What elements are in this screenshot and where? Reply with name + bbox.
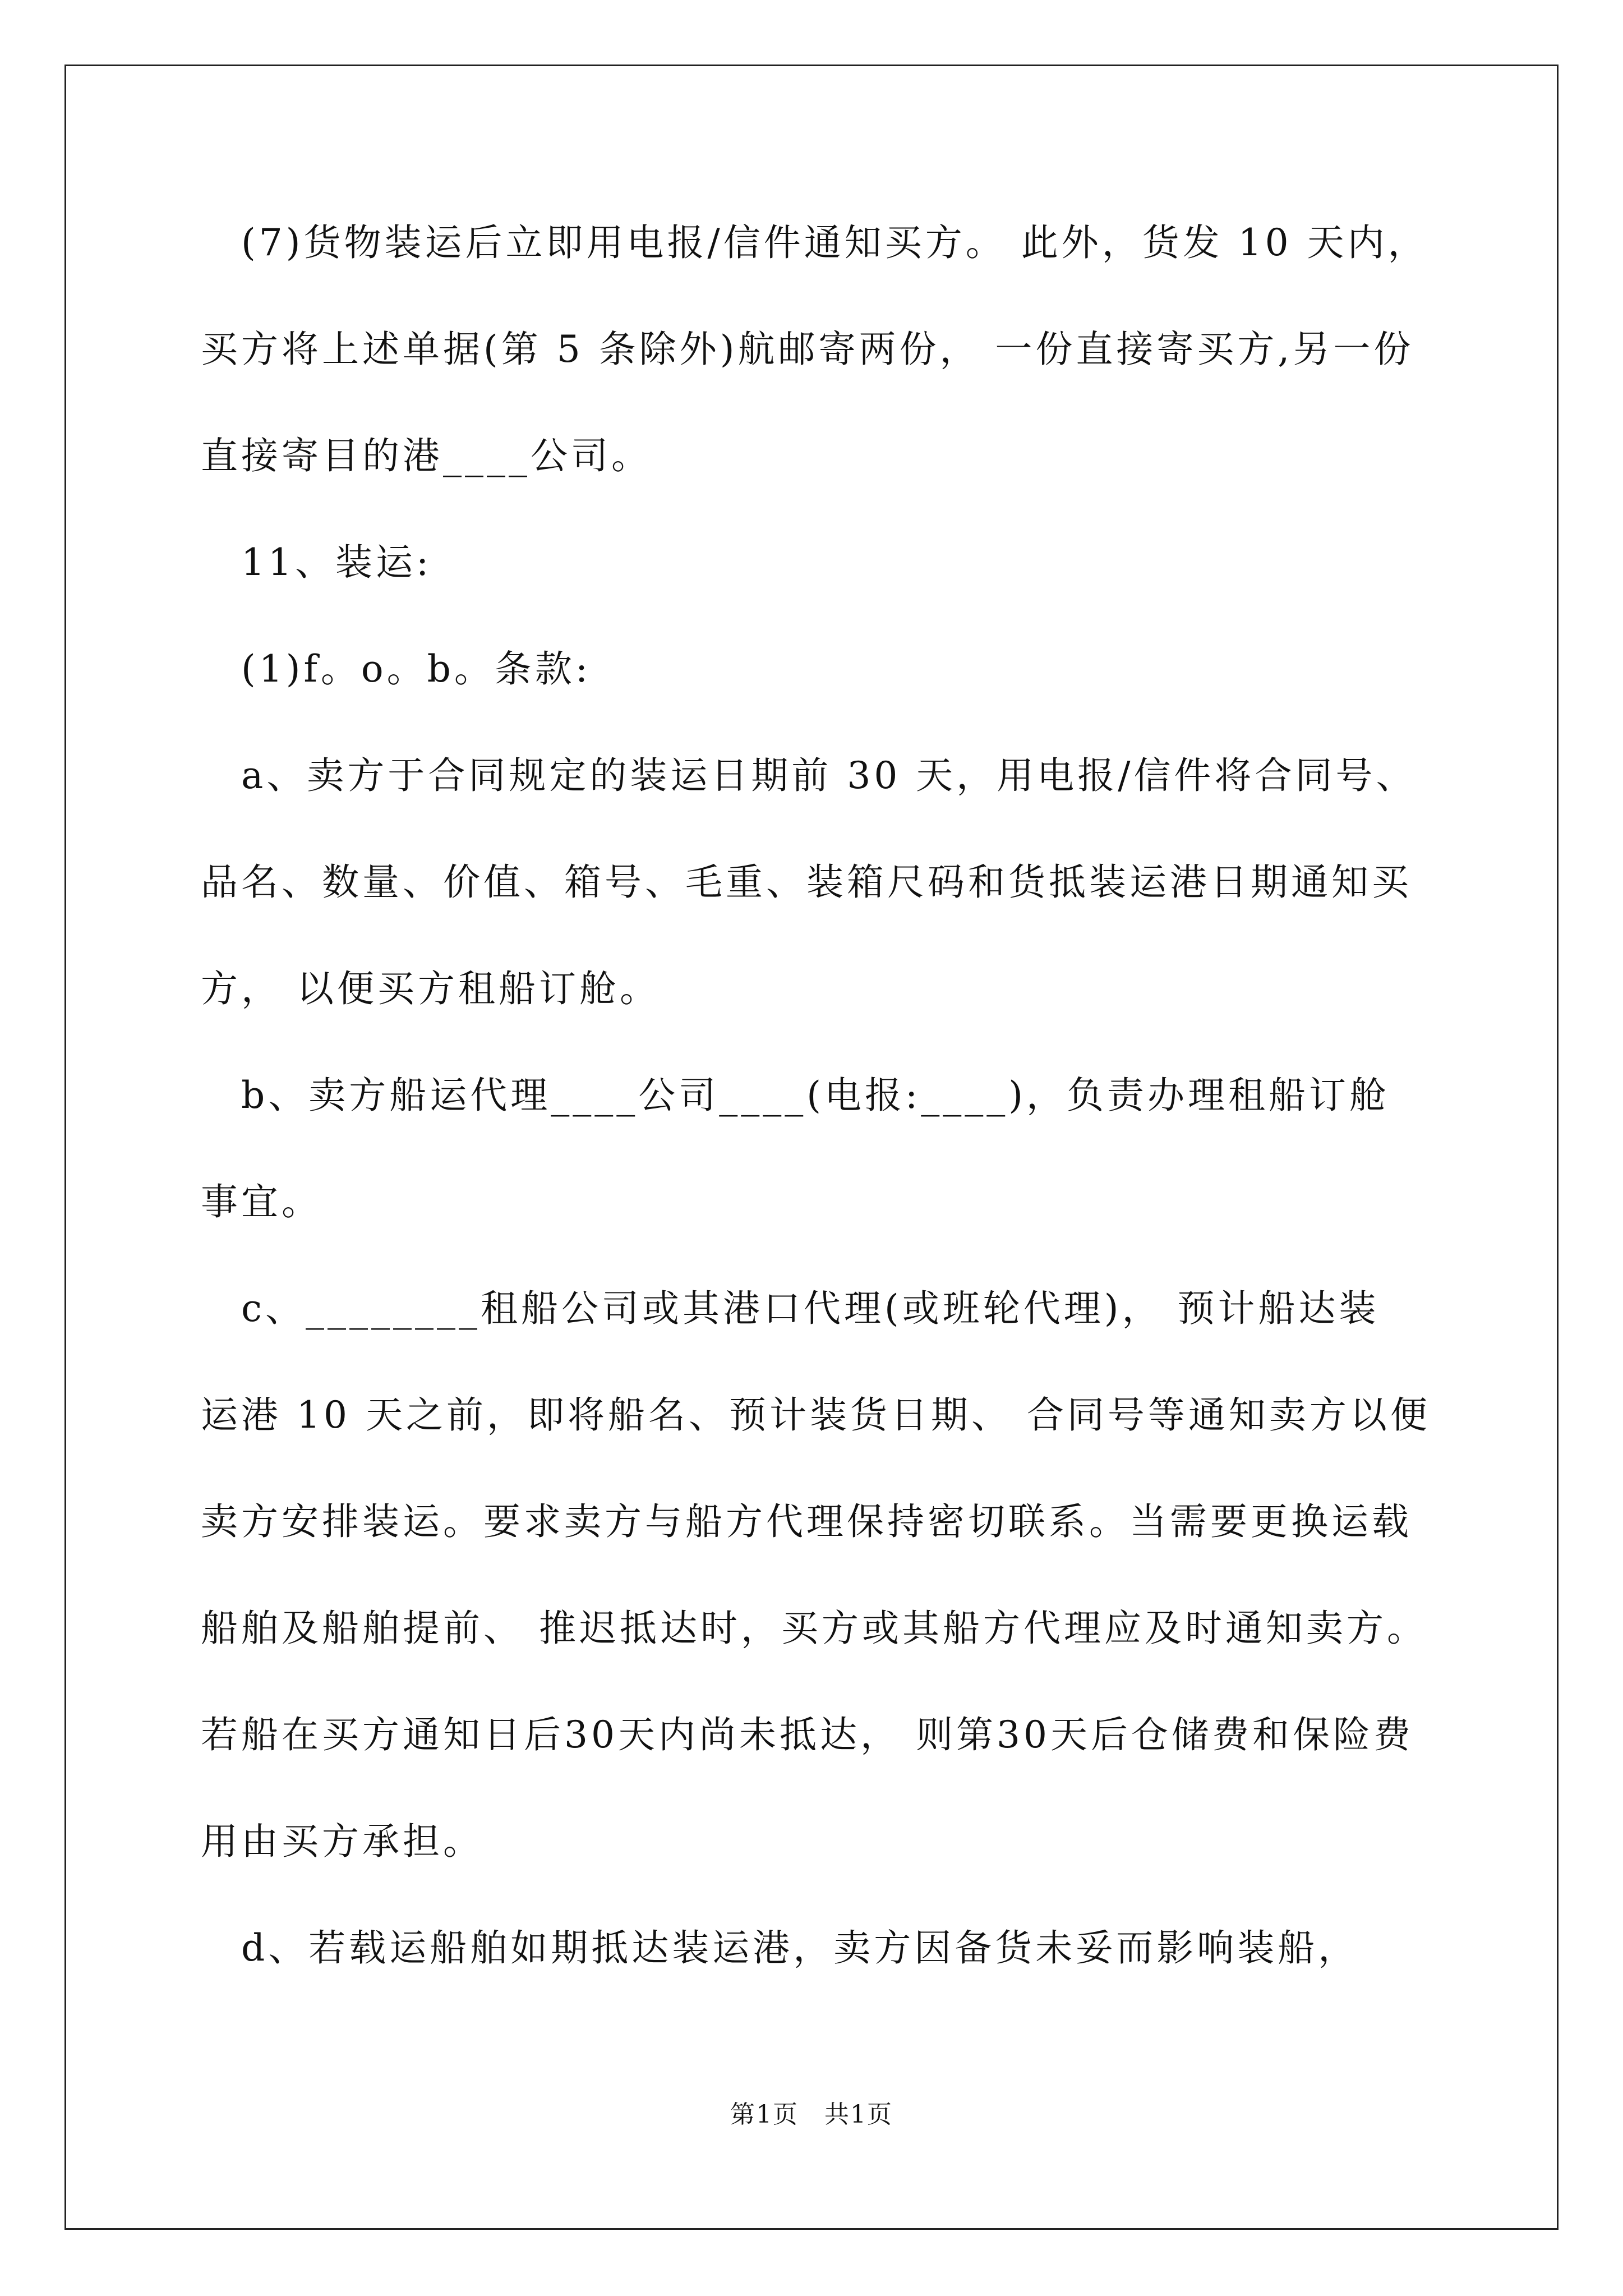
page-footer: 第1页 共1页: [730, 2100, 893, 2129]
text-line: d、若载运船舶如期抵达装运港，卖方因备货未妥而影响装船，: [201, 1926, 1359, 1970]
text-line: a、卖方于合同规定的装运日期前 30 天，用电报/信件将合同号、: [201, 754, 1417, 797]
text-line: (7)货物装运后立即用电报/信件通知买方。 此外，货发 10 天内，: [201, 221, 1428, 264]
text-line: c、________租船公司或其港口代理(或班轮代理)， 预计船达装: [201, 1287, 1380, 1330]
text-line: 卖方安排装运。要求卖方与船方代理保持密切联系。当需要更换运载: [201, 1500, 1412, 1543]
text-line: 运港 10 天之前，即将船名、预计装货日期、 合同号等通知卖方以便: [201, 1393, 1431, 1437]
text-line: 11、装运:: [201, 541, 432, 584]
text-line: 事宜。: [201, 1180, 322, 1223]
text-line: 用由买方承担。: [201, 1820, 483, 1863]
text-line: 船舶及船舶提前、 推迟抵达时，买方或其船方代理应及时通知卖方。: [201, 1607, 1427, 1650]
text-line: 方， 以便买方租船订舱。: [201, 967, 660, 1010]
text-line: 直接寄目的港____公司。: [201, 434, 652, 477]
text-line: 若船在买方通知日后30天内尚未抵达， 则第30天后仓储费和保险费: [201, 1713, 1414, 1756]
text-line: b、卖方船运代理____公司____(电报:____)，负责办理租船订舱: [201, 1074, 1390, 1117]
text-line: 品名、数量、价值、箱号、毛重、装箱尺码和货抵装运港日期通知买: [201, 861, 1412, 904]
page-border: [64, 65, 1559, 2230]
text-line: 买方将上述单据(第 5 条除外)航邮寄两份， 一份直接寄买方,另一份: [201, 328, 1414, 371]
text-line: (1)f。o。b。条款:: [201, 647, 592, 691]
